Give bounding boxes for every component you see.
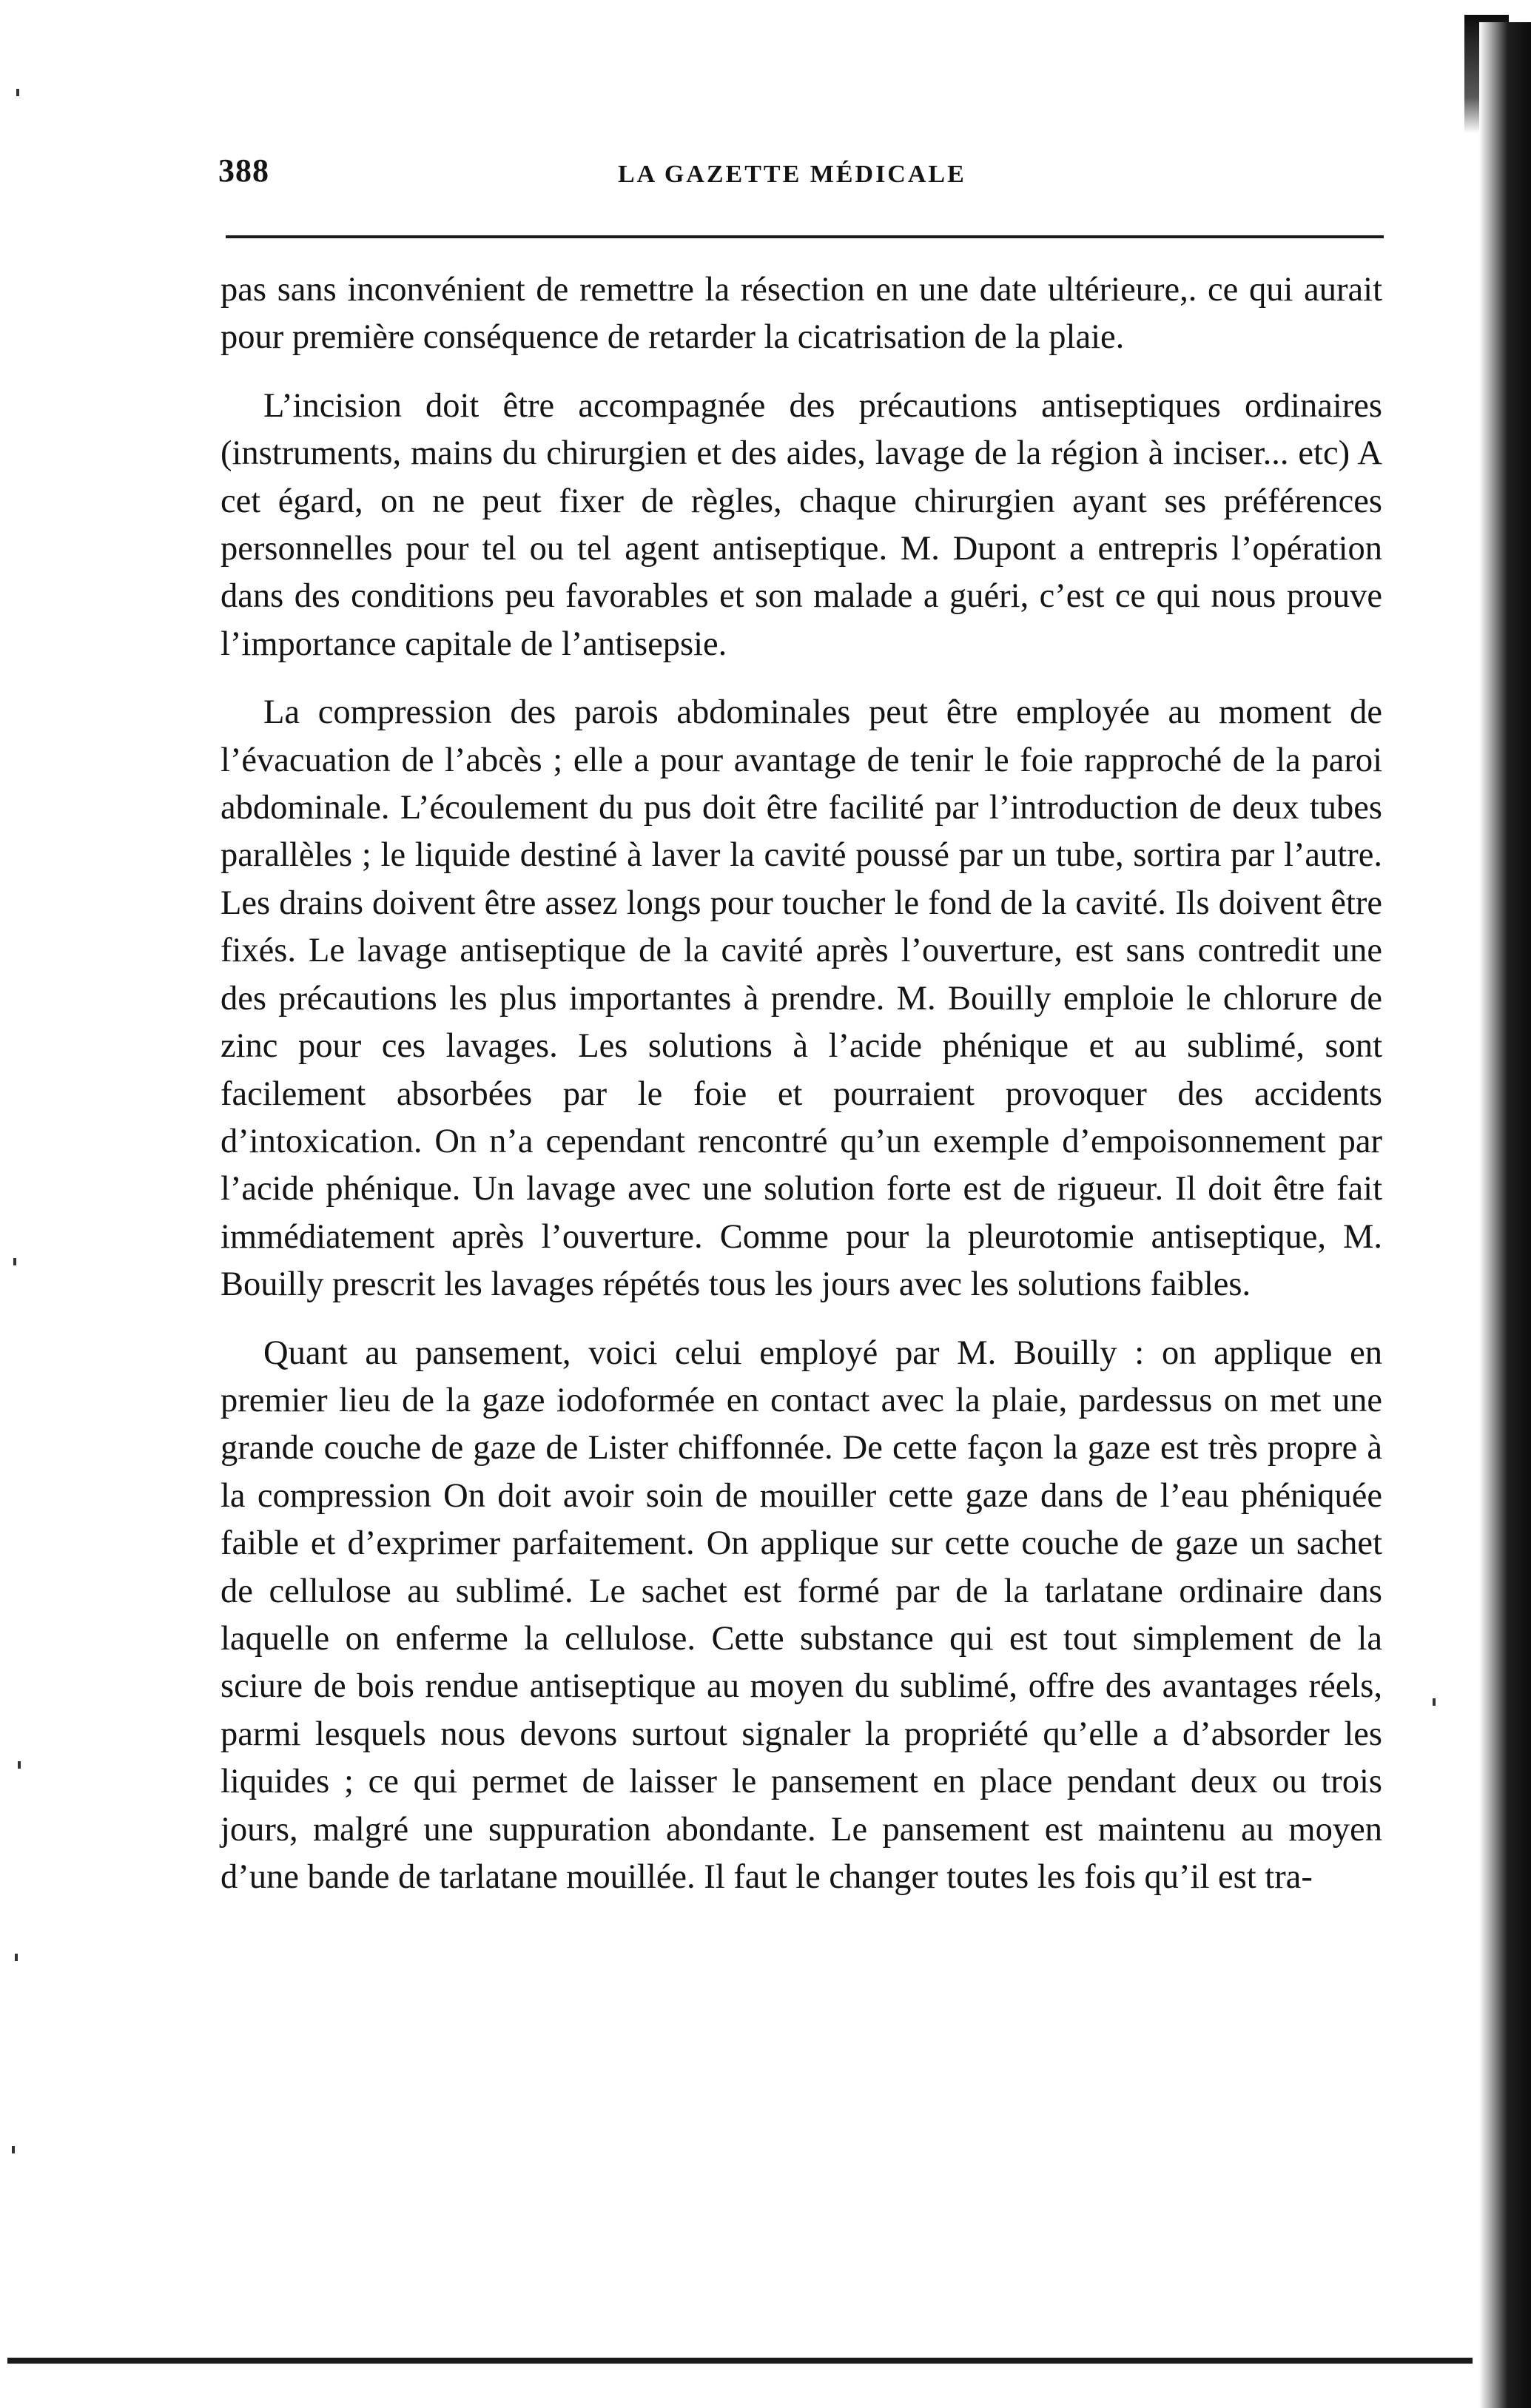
- scan-speck: [15, 1954, 18, 1961]
- page-number: 388: [218, 152, 269, 189]
- scan-speck: [18, 1761, 21, 1769]
- paragraph-4: Quant au pansement, voici celui employé par M. Bouilly : on applique en premier lieu de la gaze iodoformée en contact avec la plaie, pardessus on met une grande couche de gaze de Lister chiffonnée. De cette façon la gaze est très propre à la compression On doit avoir soin de mouiller cette gaze dans de l’eau phéniquée faible et d’exprimer parfaitement. On applique sur cette couche de gaze un sachet de cellulose au sublimé. Le sachet est formé par de la tarlatane ordinaire dans laquelle on enferme la cellulose. Cette substance qui est tout simplement de la sciure de bois rendue antiseptique au moyen du sublimé, offre des avantages réels, parmi lesquels nous devons surtout signaler la propriété qu’elle a d’absorder les liquides ; ce qui permet de laisser le pansement en place pendant deux ou trois jours, malgré une suppuration abondante. Le pansement est maintenu au moyen d’une bande de tarlatane mouillée. Il faut le changer toutes les fois qu’il est tra-: [221, 1334, 1382, 1896]
- scan-speck: [13, 1258, 16, 1265]
- page-bottom-edge: [7, 2358, 1473, 2364]
- scan-speck: [1433, 1698, 1436, 1706]
- header-rule: [226, 235, 1384, 238]
- scan-speck: [12, 2146, 15, 2153]
- binding-shadow: [1479, 22, 1531, 2408]
- paragraph-3: La compression des parois abdominales peut être employée au moment de l’évacuation de l’abcès ; elle a pour avantage de tenir le foie rapproché de la paroi abdominale. L’écoulement du pus doit être facilité par l’introduction de deux tubes parallèles ; le liquide destiné à laver la cavité poussé par un tube, sortira par l’autre. Les drains doivent être assez longs pour toucher le fond de la cavité. Ils doivent être fixés. Le lavage antiseptique de la cavité après l’ouverture, est sans contredit une des précautions les plus importantes à prendre. M. Bouilly emploie le chlorure de zinc pour ces lavages. Les solutions à l’acide phénique et au sublimé, sont facilement absorbées par le foie et pourraient provoquer des accidents d’intoxication. On n’a cependant rencontré qu’un exemple d’empoisonnement par l’acide phénique. Un lavage avec une solution forte est de rigueur. Il doit être fait immédiatement après l’ouverture. Comme pour la pleurotomie antiseptique, M. Bouilly prescrit les lavages répétés tous les jours avec les solutions faibles.: [221, 693, 1382, 1304]
- page-header: [218, 152, 1387, 204]
- paragraph-2: L’incision doit être accompagnée des précautions antiseptiques ordinaires (instruments, mains du chirurgien et des aides, lavage de la région à inciser... etc) A cet égard, on ne peut fixer de règles, chaque chirurgien ayant ses préférences personnelles pour tel ou tel agent antiseptique. M. Dupont a entrepris l’opération dans des conditions peu favorables et son malade a guéri, c’est ce qui nous prouve l’importance capitale de l’antisepsie.: [221, 386, 1382, 663]
- running-title: LA GAZETTE MÉDICALE: [618, 161, 966, 188]
- paragraph-1: pas sans inconvénient de remettre la résection en une date ultérieure,. ce qui aurait pour première conséquence de retarder la cicatrisation de la plaie.: [221, 271, 1382, 357]
- body-text: [221, 266, 1382, 1922]
- scan-speck: [16, 89, 19, 96]
